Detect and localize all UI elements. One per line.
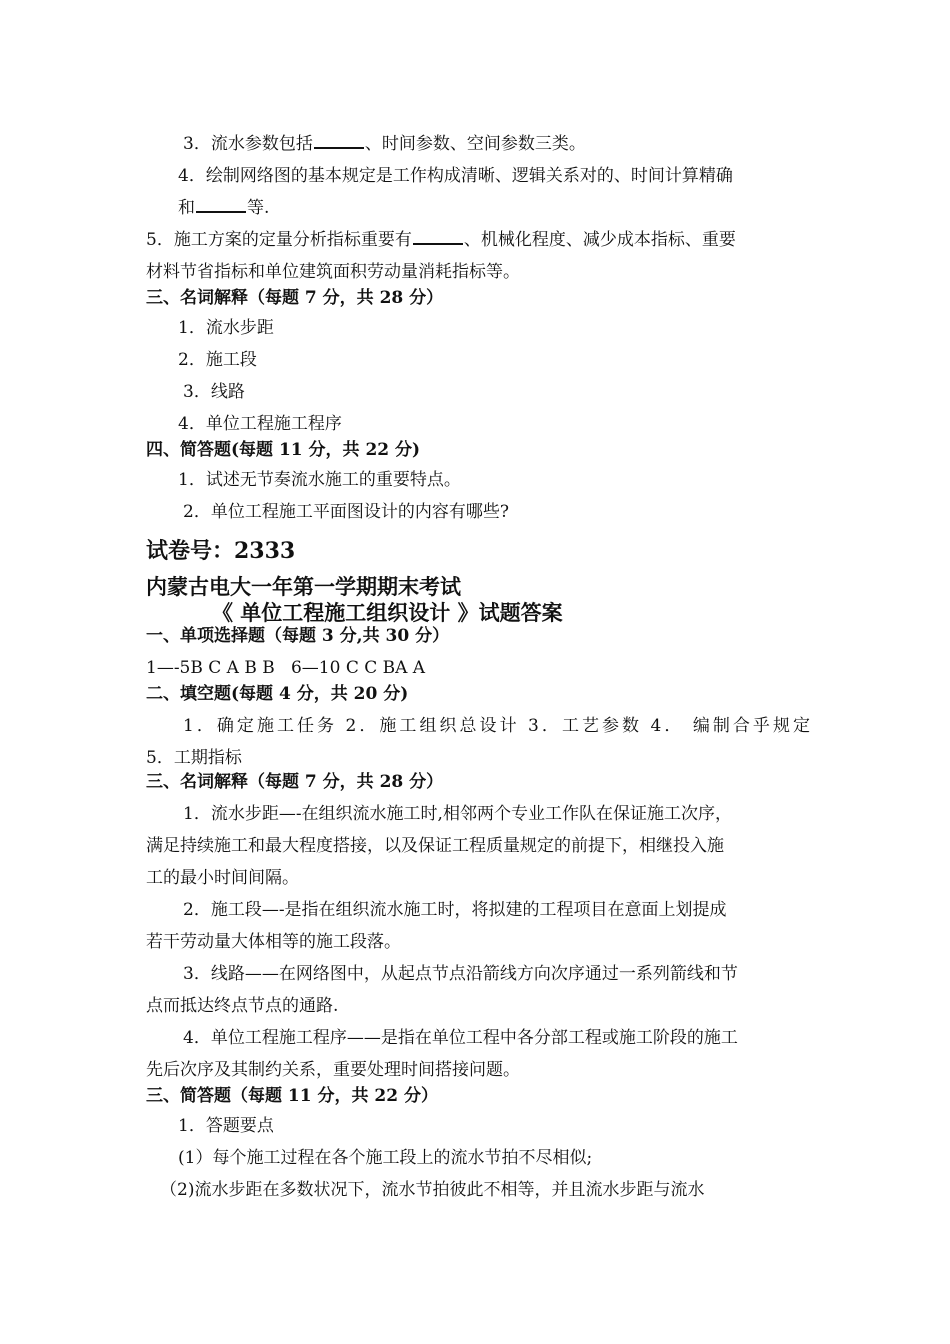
section-3-title: 三、名词解释（每题 7 分，共 28 分） bbox=[146, 288, 444, 308]
answer-point-heading: 1．答题要点 bbox=[178, 1116, 274, 1136]
term-item: 3．线路 bbox=[183, 382, 245, 402]
answer-term-2: 2．施工段—-是指在组织流水施工时，将拟建的工程项目在意面上划提成 bbox=[183, 900, 727, 920]
short-answer-item: 2．单位工程施工平面图设计的内容有哪些? bbox=[183, 502, 509, 522]
exam-title: 内蒙古电大一年第一学期期末考试 bbox=[146, 574, 461, 599]
answer-section-3-title: 三、名词解释（每题 7 分，共 28 分） bbox=[146, 772, 444, 792]
exam-subtitle: 《 单位工程施工组织设计 》试题答案 bbox=[212, 600, 563, 625]
answer-point: （2)流水步距在多数状况下，流水节拍彼此不相等，并且流水步距与流水 bbox=[160, 1180, 705, 1200]
answer-section-1-title: 一、单项选择题（每题 3 分,共 30 分） bbox=[146, 626, 450, 646]
answer-term-2-cont: 若干劳动量大体相等的施工段落。 bbox=[146, 932, 401, 952]
short-answer-item: 1．试述无节奏流水施工的重要特点。 bbox=[178, 470, 461, 490]
answer-term-1: 1．流水步距—-在组织流水施工时,相邻两个专业工作队在保证施工次序， bbox=[183, 804, 732, 824]
answer-blank bbox=[413, 229, 463, 245]
answer-section-2-line1: 1．确定施工任务 2．施工组织总设计 3．工艺参数 4． 编制合乎规定 bbox=[183, 716, 810, 736]
answer-term-1-cont: 工的最小时间间隔。 bbox=[146, 868, 299, 888]
fill-question-4: 4．绘制网络图的基本规定是工作构成清晰、逻辑关系对的、时间计算精确 bbox=[178, 166, 733, 186]
answer-term-4: 4．单位工程施工程序——是指在单位工程中各分部工程或施工阶段的施工 bbox=[183, 1028, 738, 1048]
fill-question-5-cont: 材料节省指标和单位建筑面积劳动量消耗指标等。 bbox=[146, 262, 520, 282]
paper-number: 试卷号：2333 bbox=[146, 538, 296, 564]
answer-blank bbox=[314, 133, 364, 149]
answer-section-2-title: 二、填空题(每题 4 分，共 20 分) bbox=[146, 684, 409, 704]
fill-question-5: 5．施工方案的定量分析指标重要有 、机械化程度、减少成本指标、重要 bbox=[146, 230, 736, 250]
answer-term-4-cont: 先后次序及其制约关系，重要处理时间搭接问题。 bbox=[146, 1060, 520, 1080]
answer-term-3-cont: 点而抵达终点节点的通路. bbox=[146, 996, 339, 1016]
term-item: 4．单位工程施工程序 bbox=[178, 414, 342, 434]
answer-term-1-cont: 满足持续施工和最大程度搭接，以及保证工程质量规定的前提下，相继投入施 bbox=[146, 836, 724, 856]
answer-point: (1）每个施工过程在各个施工段上的流水节拍不尽相似; bbox=[178, 1148, 593, 1168]
answer-section-1-body: 1—-5B C A B B 6—10 C C BA A bbox=[146, 658, 426, 678]
term-item: 2．施工段 bbox=[178, 350, 257, 370]
answer-section-4-title: 三、简答题（每题 11 分，共 22 分） bbox=[146, 1086, 438, 1106]
answer-blank bbox=[196, 197, 246, 213]
fill-question-4-cont: 和 等. bbox=[178, 198, 270, 218]
answer-section-2-line2: 5．工期指标 bbox=[146, 748, 242, 768]
fill-question-3: 3．流水参数包括 、时间参数、空间参数三类。 bbox=[183, 134, 586, 154]
term-item: 1．流水步距 bbox=[178, 318, 274, 338]
answer-term-3: 3．线路——在网络图中，从起点节点沿箭线方向次序通过一系列箭线和节 bbox=[183, 964, 738, 984]
section-4-title: 四、简答题(每题 11 分，共 22 分) bbox=[146, 440, 421, 460]
